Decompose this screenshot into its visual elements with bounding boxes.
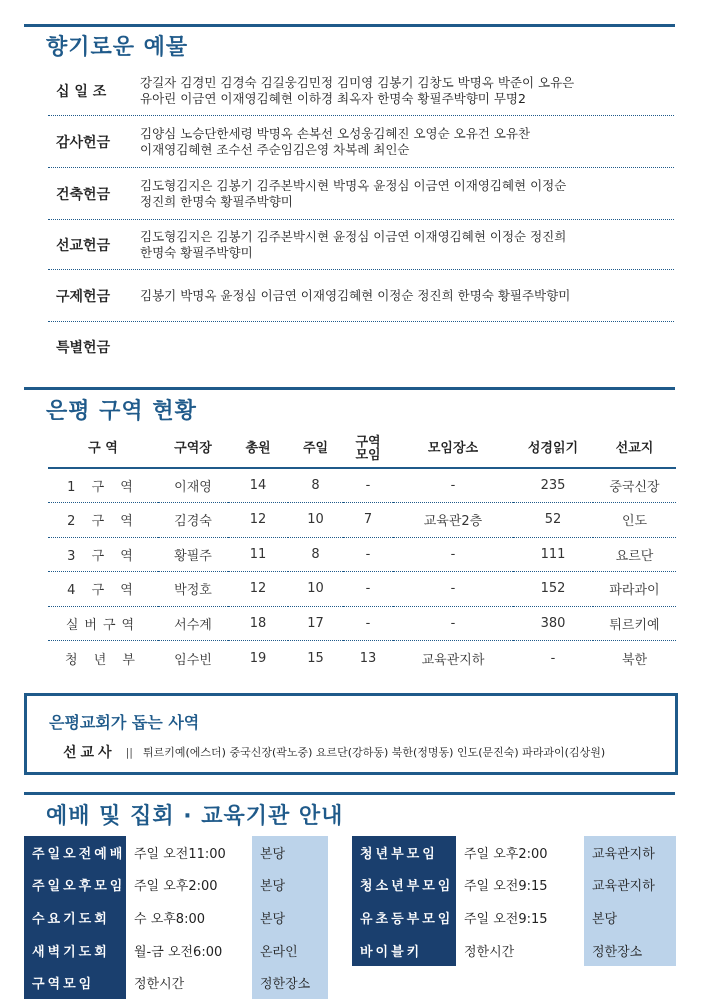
support-separator: || — [125, 745, 133, 759]
table-cell: 17 — [288, 606, 343, 641]
schedule-row — [352, 836, 676, 869]
schedule-name: 청년부모임 — [352, 836, 456, 869]
table-cell: 13 — [359, 650, 377, 666]
table-cell: - — [343, 468, 393, 503]
offering-names — [140, 126, 530, 158]
offering-label: 선교헌금 — [56, 237, 111, 254]
schedule-time: 주일 오후2:00 — [456, 836, 584, 869]
districts-top-rule — [24, 387, 675, 390]
table-cell: 청 년 부 — [65, 652, 141, 668]
schedule-time: 주일 오전9:15 — [456, 901, 584, 934]
support-label: 선교사 — [63, 745, 116, 761]
schedule-time: 주일 오전9:15 — [456, 869, 584, 902]
table-cell: 교육관2층 — [393, 503, 513, 538]
table-cell: 111 — [513, 537, 593, 572]
table-cell: - — [550, 650, 556, 666]
table-cell: - — [343, 606, 393, 641]
table-row — [48, 606, 676, 641]
schedule-place: 본당 — [252, 901, 328, 934]
table-cell: 52 — [513, 503, 593, 538]
table-cell: 인도 — [593, 503, 676, 538]
table-cell: 박정호 — [158, 572, 228, 607]
table-cell: 12 — [228, 572, 288, 607]
districts-header-cell: 성경읽기 — [513, 430, 593, 468]
schedule-row — [24, 836, 328, 869]
services-right-table — [352, 836, 676, 966]
schedule-row — [352, 869, 676, 902]
schedule-time: 정한시간 — [456, 934, 584, 967]
table-cell: 15 — [307, 650, 324, 666]
offering-names-line: 이재영김혜현 조수선 주순임김은영 차복례 최인순 — [140, 141, 410, 157]
table-cell: 152 — [513, 572, 593, 607]
districts-header-cell: 모임장소 — [393, 430, 513, 468]
districts-header-cell: 선교지 — [593, 430, 676, 468]
table-cell: 12 — [228, 503, 288, 538]
schedule-place: 정한장소 — [584, 934, 676, 967]
districts-table — [48, 430, 676, 675]
table-cell: 튀르키예 — [593, 606, 676, 641]
table-cell: 380 — [513, 606, 593, 641]
offering-row — [48, 270, 674, 322]
offering-row — [48, 322, 674, 372]
schedule-name: 새벽기도회 — [24, 934, 126, 967]
table-cell: 8 — [288, 468, 343, 503]
offering-row — [48, 220, 674, 270]
schedule-row — [24, 869, 328, 902]
offering-label: 특별헌금 — [56, 340, 111, 356]
offering-names-line: 유아린 이금연 이재영김혜현 이하경 최옥자 한명숙 황필주박향미 무명2 — [140, 90, 526, 106]
schedule-row — [352, 901, 676, 934]
offering-names-line: 정진희 한명숙 황필주박향미 — [140, 193, 293, 209]
schedule-place: 온라인 — [252, 934, 328, 967]
table-cell: 이재영 — [158, 468, 228, 503]
offering-names-line: 김도형김지은 김봉기 김주본박시현 윤정심 이금연 이재영김혜현 이정순 정진희 — [140, 228, 567, 244]
table-cell: 교육관지하 — [421, 652, 485, 668]
offering-names — [140, 288, 570, 304]
schedule-name: 바이블키 — [352, 934, 456, 967]
table-cell: 10 — [288, 572, 343, 607]
offering-names-line: 김양심 노승단한세령 박명옥 손복선 오성웅김혜진 오영순 오유건 오유찬 — [140, 125, 531, 141]
districts-title: 은평 구역 현황 — [46, 399, 197, 424]
table-cell: 실버구역 — [48, 606, 158, 641]
districts-header-row — [48, 430, 676, 468]
table-cell: 8 — [288, 537, 343, 572]
table-cell: 14 — [228, 468, 288, 503]
schedule-time: 월-금 오전6:00 — [126, 934, 252, 967]
table-cell: - — [343, 537, 393, 572]
offering-row — [48, 116, 674, 168]
schedule-place: 본당 — [252, 836, 328, 869]
support-line — [63, 742, 605, 762]
table-cell: 11 — [228, 537, 288, 572]
table-cell: 김경숙 — [158, 503, 228, 538]
schedule-time: 주일 오후2:00 — [126, 869, 252, 902]
table-cell: - — [393, 572, 513, 607]
offering-names — [140, 178, 566, 210]
table-cell: 중국신장 — [593, 468, 676, 503]
offering-names-line: 한명숙 황필주박향미 — [140, 244, 253, 260]
schedule-name: 주일오전예배 — [24, 836, 126, 869]
offering-names-line: 강길자 김경민 김경숙 김길웅김민정 김미영 김봉기 김창도 박명옥 박준이 오유은 — [140, 74, 575, 90]
table-row — [48, 468, 676, 503]
table-cell: 임수빈 — [174, 652, 212, 668]
districts-header-cell: 구역 모임 — [343, 430, 393, 468]
offering-label: 십 일 조 — [56, 83, 107, 100]
table-cell: 235 — [513, 468, 593, 503]
offering-row — [48, 168, 674, 220]
table-cell: 3 구 역 — [48, 537, 158, 572]
districts-header-cell: 주일 — [288, 430, 343, 468]
schedule-name: 구역모임 — [24, 966, 126, 999]
schedule-place: 교육관지하 — [584, 869, 676, 902]
offering-names — [140, 75, 574, 107]
support-title: 은평교회가 돕는 사역 — [49, 713, 200, 732]
offering-label: 건축헌금 — [56, 186, 111, 203]
offering-names-line: 김도형김지은 김봉기 김주본박시현 박명옥 윤정심 이금연 이재영김혜현 이정순 — [140, 177, 567, 193]
table-cell: - — [343, 572, 393, 607]
schedule-name: 주일오후모임 — [24, 869, 126, 902]
schedule-row — [352, 934, 676, 967]
services-left-table — [24, 836, 328, 999]
schedule-time: 수 오후8:00 — [126, 901, 252, 934]
table-cell: 2 구 역 — [48, 503, 158, 538]
offering-row — [48, 66, 674, 116]
table-cell: 19 — [249, 650, 267, 666]
table-cell: 4 구 역 — [48, 572, 158, 607]
offering-names — [140, 229, 566, 261]
table-cell: - — [393, 537, 513, 572]
table-row — [48, 537, 676, 572]
table-cell: - — [393, 468, 513, 503]
schedule-place: 정한장소 — [252, 966, 328, 999]
table-row — [48, 641, 676, 676]
table-cell: 7 — [343, 503, 393, 538]
offerings-title: 향기로운 예물 — [46, 35, 189, 60]
schedule-row — [24, 966, 328, 999]
table-row — [48, 503, 676, 538]
schedule-name: 유초등부모임 — [352, 901, 456, 934]
schedule-place: 교육관지하 — [584, 836, 676, 869]
table-cell: 황필주 — [158, 537, 228, 572]
table-cell: 1 구 역 — [48, 468, 158, 503]
districts-header-cell: 구역장 — [158, 430, 228, 468]
schedule-time: 주일 오전11:00 — [126, 836, 252, 869]
table-cell: 서수계 — [158, 606, 228, 641]
table-cell: 18 — [228, 606, 288, 641]
offering-label: 구제헌금 — [56, 288, 111, 305]
districts-header-cell: 총원 — [228, 430, 288, 468]
districts-body — [48, 468, 676, 675]
table-cell: 요르단 — [593, 537, 676, 572]
support-missionaries: 튀르키예(에스더) 중국신장(곽노중) 요르단(강하동) 북한(정명동) 인도(문진숙) 파라과이(김상원) — [143, 746, 606, 759]
schedule-time: 정한시간 — [126, 966, 252, 999]
table-cell: 파라과이 — [593, 572, 676, 607]
table-row — [48, 572, 676, 607]
services-title: 예배 및 집회 · 교육기관 안내 — [46, 804, 344, 829]
districts-header-cell: 구 역 — [48, 430, 158, 468]
services-top-rule — [24, 792, 675, 795]
offering-label: 감사헌금 — [56, 134, 111, 151]
schedule-name: 청소년부모임 — [352, 869, 456, 902]
schedule-row — [24, 934, 328, 967]
table-cell: - — [393, 606, 513, 641]
table-cell: 북한 — [621, 652, 648, 668]
schedule-name: 수요기도회 — [24, 901, 126, 934]
support-box — [24, 693, 678, 775]
schedule-place: 본당 — [584, 901, 676, 934]
schedule-row — [24, 901, 328, 934]
offering-names-line: 김봉기 박명옥 윤정심 이금연 이재영김혜현 이정순 정진희 한명숙 황필주박향미 — [140, 287, 571, 303]
table-cell: 10 — [288, 503, 343, 538]
offerings-top-rule — [24, 24, 675, 27]
schedule-place: 본당 — [252, 869, 328, 902]
